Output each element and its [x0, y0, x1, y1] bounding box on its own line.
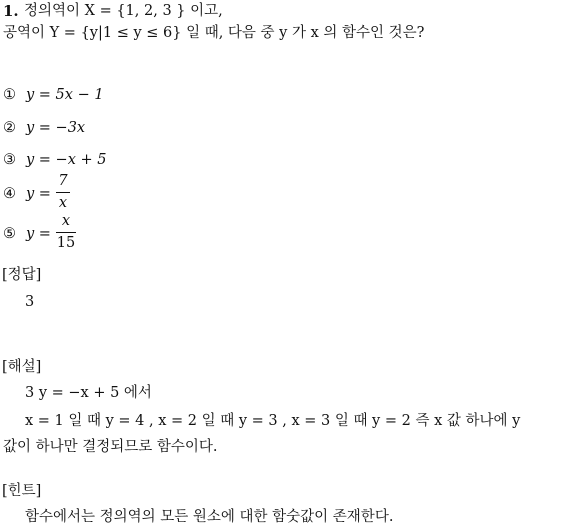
choice-1-marker: ① [3, 87, 16, 103]
choice-2-marker: ② [3, 120, 16, 136]
hint-text: 함수에서는 정의역의 모든 원소에 대한 함숫값이 존재한다. [25, 509, 394, 525]
choice-4-fraction [56, 174, 70, 210]
choice-5-denominator: 15 [56, 234, 76, 251]
choice-4-marker: ④ [3, 186, 16, 202]
choice-4-prefix: y = [26, 186, 51, 202]
choice-2-expression: y = −3x [26, 120, 86, 136]
choice-1-expression: y = 5x − 1 [26, 87, 104, 103]
choice-3-marker: ③ [3, 152, 16, 168]
explanation-label: [해설] [2, 359, 42, 375]
answer-label: [정답] [2, 267, 42, 283]
choice-5-prefix: y = [26, 226, 51, 242]
explanation-line-1: 3 y = −x + 5 에서 [25, 385, 152, 401]
question-line-1: 정의역이 X = {1, 2, 3 } 이고, [24, 3, 223, 19]
choice-4-denominator: x [58, 194, 68, 211]
answer-value: 3 [25, 294, 35, 310]
fraction-bar [56, 192, 70, 193]
question-number: 1. [3, 2, 19, 20]
fraction-bar [56, 232, 76, 233]
choice-5-marker: ⑤ [3, 226, 16, 242]
choice-3-expression: y = −x + 5 [26, 152, 107, 168]
hint-label: [힌트] [2, 483, 42, 499]
choice-4-numerator: 7 [58, 173, 68, 189]
choice-5-numerator: x [61, 213, 71, 229]
explanation-line-3: 값이 하나만 결정되므로 함수이다. [3, 439, 218, 455]
question-line-2: 공역이 Y = {y|1 ≤ y ≤ 6} 일 때, 다음 중 y 가 x 의 함수인 것은? [3, 25, 425, 41]
choice-5-fraction [56, 214, 76, 250]
explanation-line-2: x = 1 일 때 y = 4 , x = 2 일 때 y = 3 , x = 3 일 때 y = 2 즉 x 값 하나에 y [25, 413, 521, 429]
